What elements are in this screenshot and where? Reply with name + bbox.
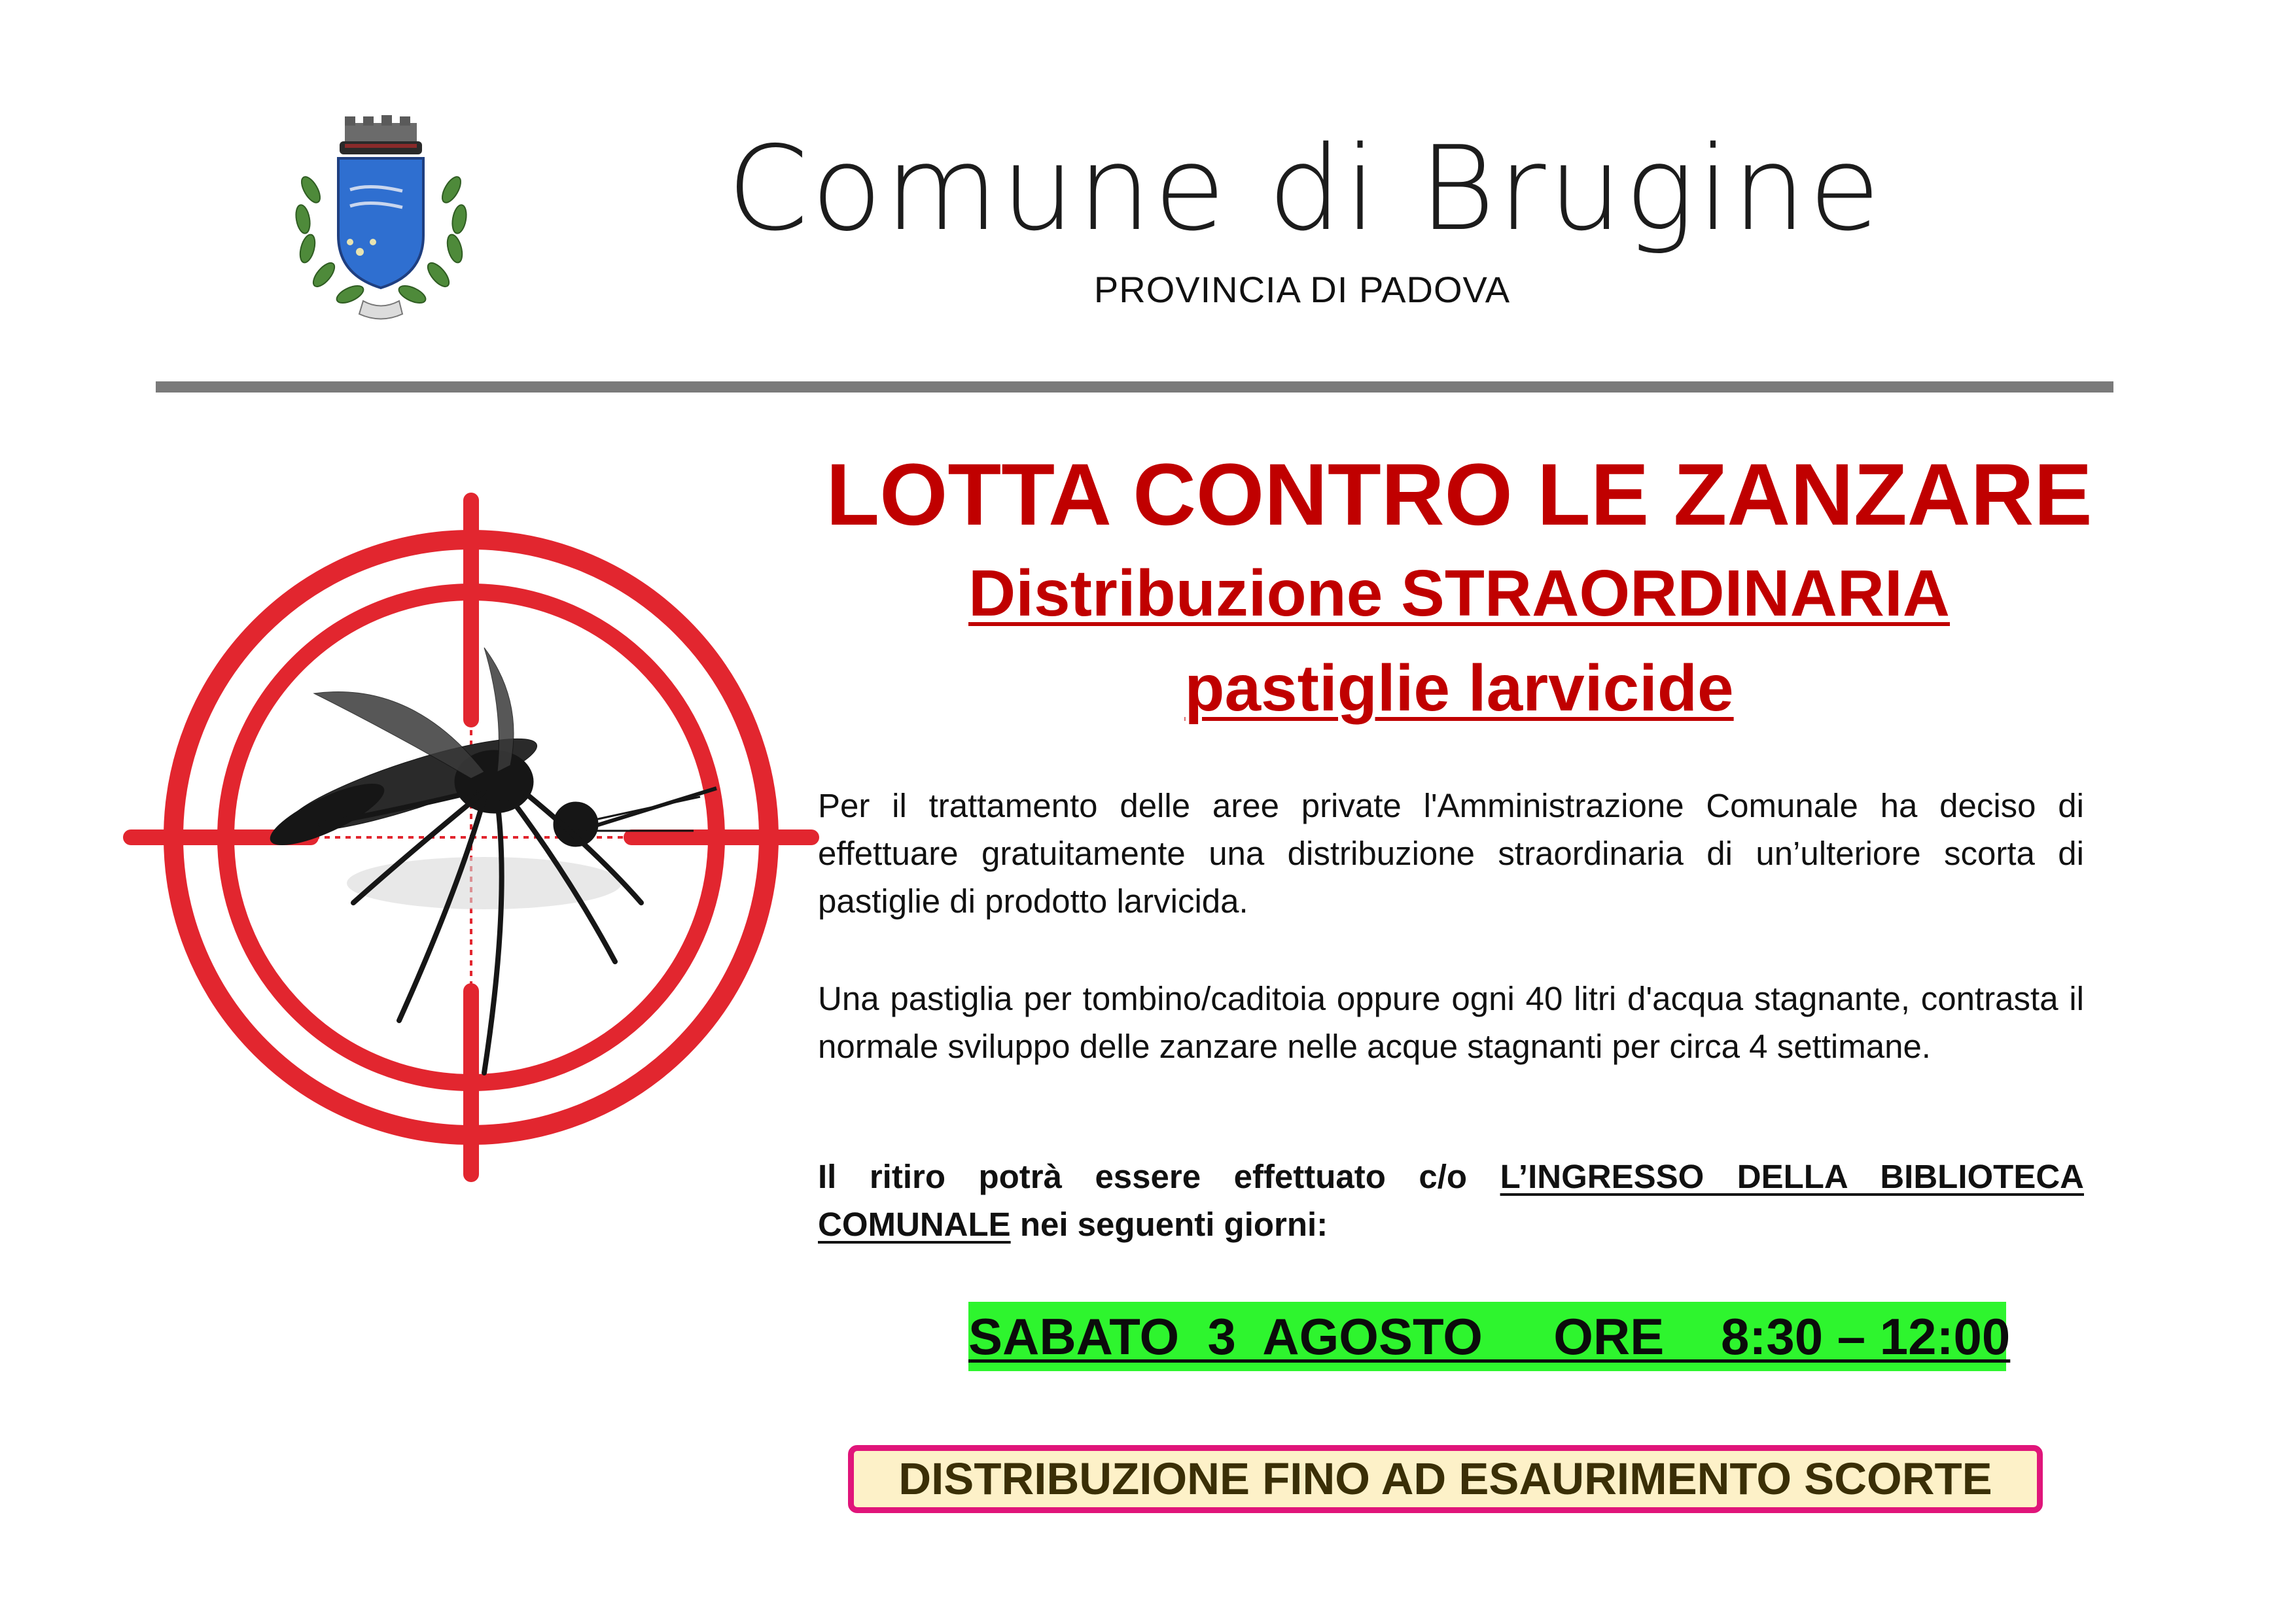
province-name: PROVINCIA DI PADOVA	[1093, 269, 1511, 310]
subtitle-line-2: pastiglie larvicide	[1184, 652, 1734, 725]
notice-text: DISTRIBUZIONE FINO AD ESAURIMENTO SCORTE	[898, 1454, 1992, 1504]
pickup-location: L’INGRESSO DELLA BIBLIOTECA COMUNALE	[818, 1158, 2084, 1243]
paragraph-intro: Per il trattamento delle aree private l'Amministrazione Comunale ha deciso di effettuare gratuitamente una distribuzione straordinaria di un’ulteriore scorta di pastiglie di prodotto larvicida.	[818, 787, 2084, 920]
schedule-date: SABATO 3 AGOSTO ORE 8:30 – 12:00	[968, 1308, 2011, 1365]
pickup-intro: Il ritiro potrà essere effettuato c/o	[818, 1158, 1468, 1195]
subtitle-line-1: Distribuzione STRAORDINARIA	[968, 557, 1950, 630]
paragraph-usage: Una pastiglia per tombino/caditoia oppure ogni 40 litri d'acqua stagnante, contrasta il normale sviluppo delle zanzare nelle acque stagnanti per circa 4 settimane.	[818, 980, 2084, 1065]
pickup-outro: nei seguenti giorni:	[1019, 1206, 1328, 1243]
mosquito-target-icon	[118, 484, 824, 1191]
header-divider	[156, 381, 2113, 393]
municipality-name: Comune di Brugine	[727, 121, 1883, 256]
page-title: LOTTA CONTRO LE ZANZARE	[826, 446, 2093, 544]
paragraph-pickup	[818, 1153, 2084, 1248]
